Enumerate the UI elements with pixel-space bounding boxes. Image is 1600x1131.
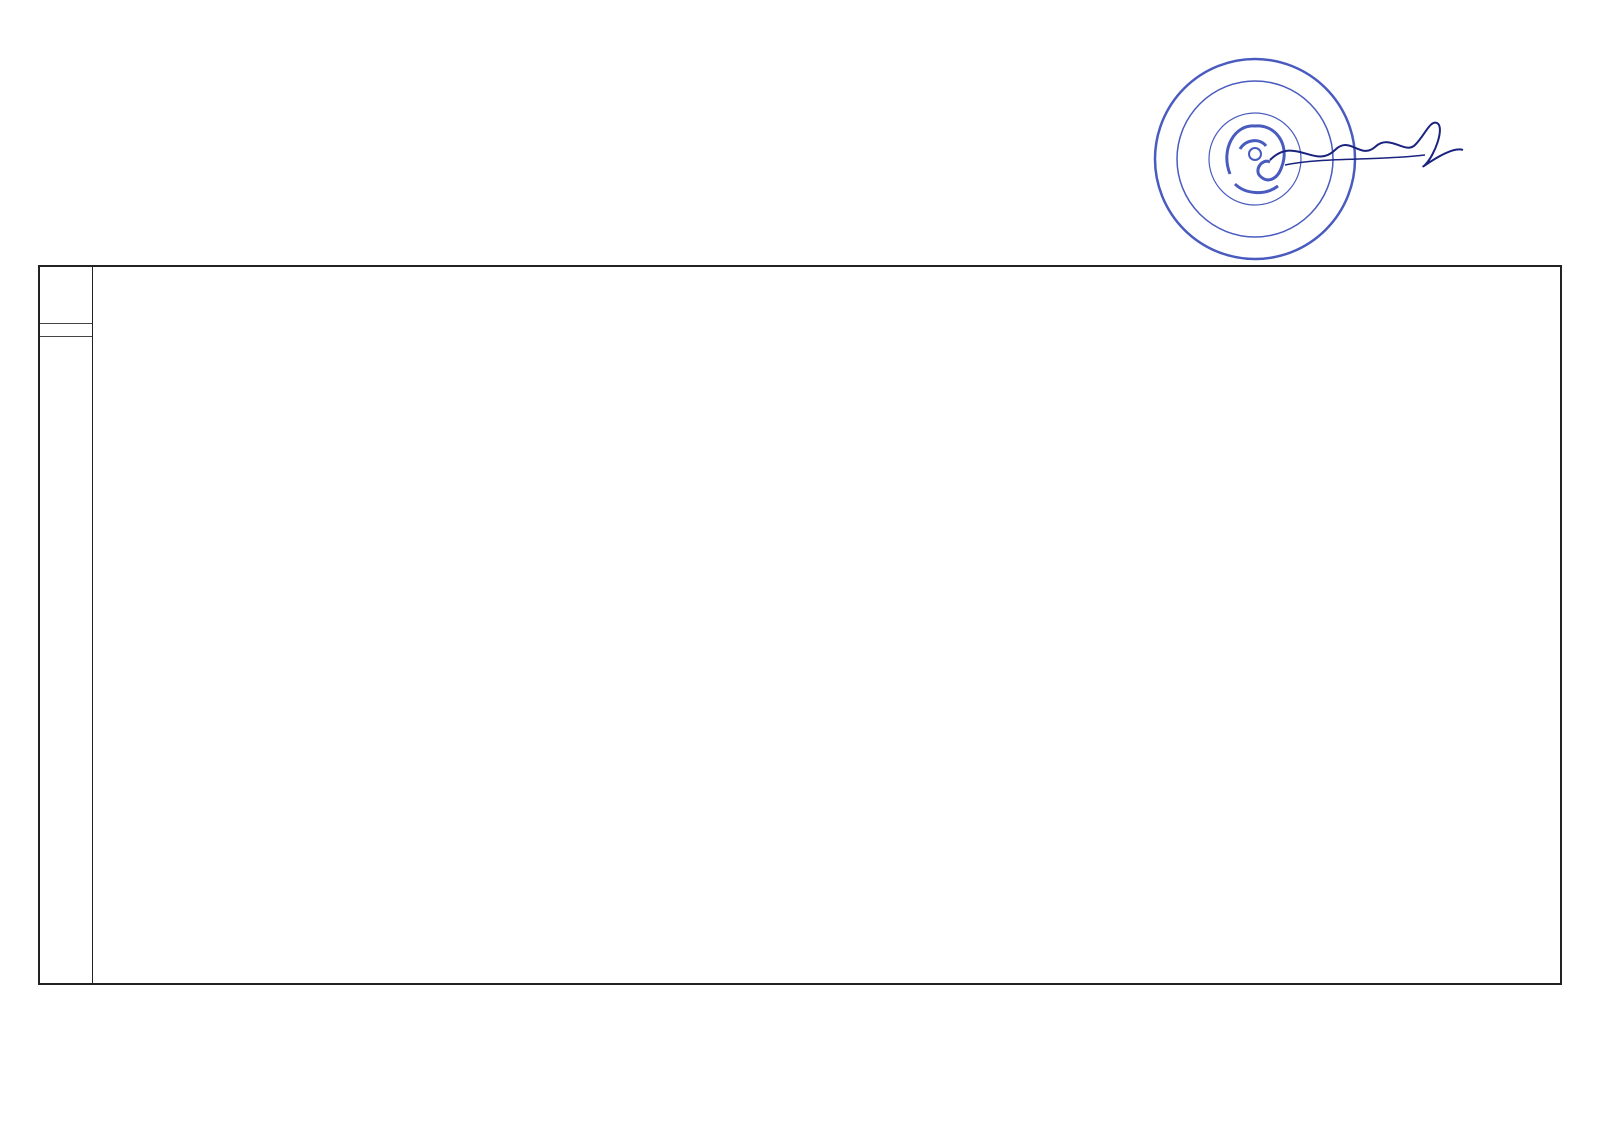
day-column	[40, 267, 93, 983]
director-signature	[1265, 115, 1465, 185]
day-column-header	[40, 267, 92, 324]
day-column-gap	[40, 323, 92, 337]
schedule-table	[38, 265, 1562, 985]
